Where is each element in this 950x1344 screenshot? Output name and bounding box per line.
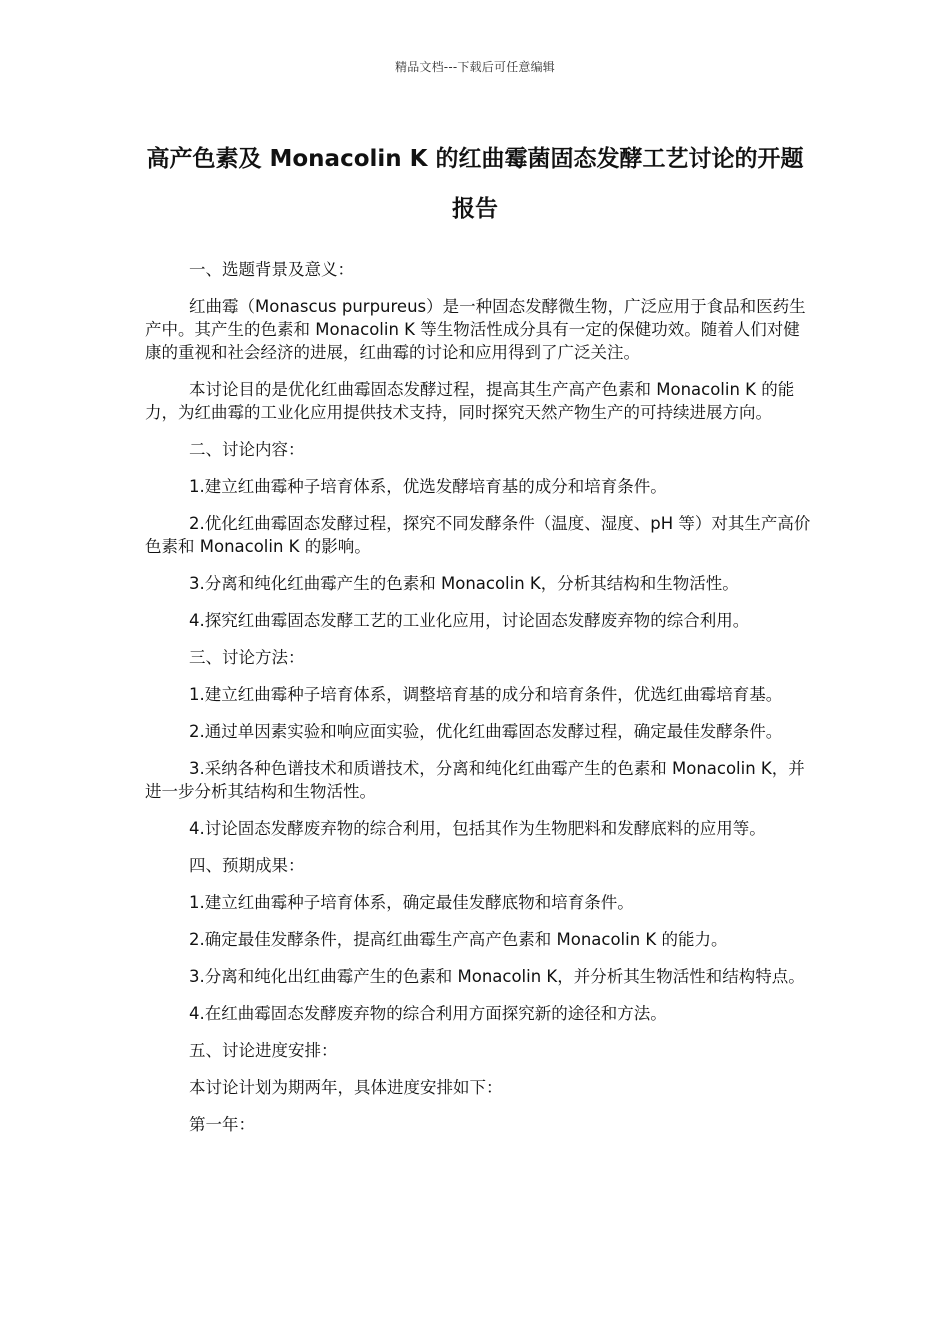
result-item-1: 1.建立红曲霉种子培育体系，确定最佳发酵底物和培育条件。 [189,893,634,912]
paragraph-background: 红曲霉（Monascus purpureus）是一种固态发酵微生物，广泛应用于食品和医药生产中。其产生的色素和 Monacolin K 等生物活性成分具有一定的保健功效。随着人们对健康的重视和社会经济的进展，红曲霉的讨论和应用得到了广泛关注。 [145,297,806,362]
method-item-4: 4.讨论固态发酵废弃物的综合利用，包括其作为生物肥料和发酵底料的应用等。 [189,819,766,838]
method-item-2: 2.通过单因素实验和响应面实验，优化红曲霉固态发酵过程，确定最佳发酵条件。 [189,722,783,741]
content-item-1: 1.建立红曲霉种子培育体系，优选发酵培育基的成分和培育条件。 [189,477,667,496]
method-item-3: 3.采纳各种色谱技术和质谱技术，分离和纯化红曲霉产生的色素和 Monacolin K，并进一步分析其结构和生物活性。 [145,759,805,801]
result-item-2: 2.确定最佳发酵条件，提高红曲霉生产高产色素和 Monacolin K 的能力。 [189,930,728,949]
content-item-4: 4.探究红曲霉固态发酵工艺的工业化应用，讨论固态发酵废弃物的综合利用。 [189,611,750,630]
section-heading-schedule: 五、讨论进度安排： [189,1041,338,1060]
document-title: 高产色素及 Monacolin K 的红曲霉菌固态发酵工艺讨论的开题报告 [146,146,804,222]
section-heading-background: 一、选题背景及意义： [189,260,354,279]
content-item-3: 3.分离和纯化红曲霉产生的色素和 Monacolin K，分析其结构和生物活性。 [189,574,739,593]
section-heading-methods: 三、讨论方法： [189,648,305,667]
content-item-2: 2.优化红曲霉固态发酵过程，探究不同发酵条件（温度、湿度、pH 等）对其生产高价色素和 Monacolin K 的影响。 [145,514,811,556]
result-item-3: 3.分离和纯化出红曲霉产生的色素和 Monacolin K，并分析其生物活性和结构特点。 [189,967,805,986]
result-item-4: 4.在红曲霉固态发酵废弃物的综合利用方面探究新的途径和方法。 [189,1004,667,1023]
method-item-1: 1.建立红曲霉种子培育体系，调整培育基的成分和培育条件，优选红曲霉培育基。 [189,685,783,704]
header-note: 精品文档---下载后可任意编辑 [395,60,555,74]
section-heading-results: 四、预期成果： [189,856,305,875]
schedule-intro: 本讨论计划为期两年，具体进度安排如下： [189,1078,503,1097]
document-body [145,258,813,1150]
paragraph-purpose: 本讨论目的是优化红曲霉固态发酵过程，提高其生产高产色素和 Monacolin K 的能力，为红曲霉的工业化应用提供技术支持，同时探究天然产物生产的可持续进展方向。 [145,380,795,422]
section-heading-content: 二、讨论内容： [189,440,305,459]
schedule-year-one: 第一年： [189,1115,255,1134]
